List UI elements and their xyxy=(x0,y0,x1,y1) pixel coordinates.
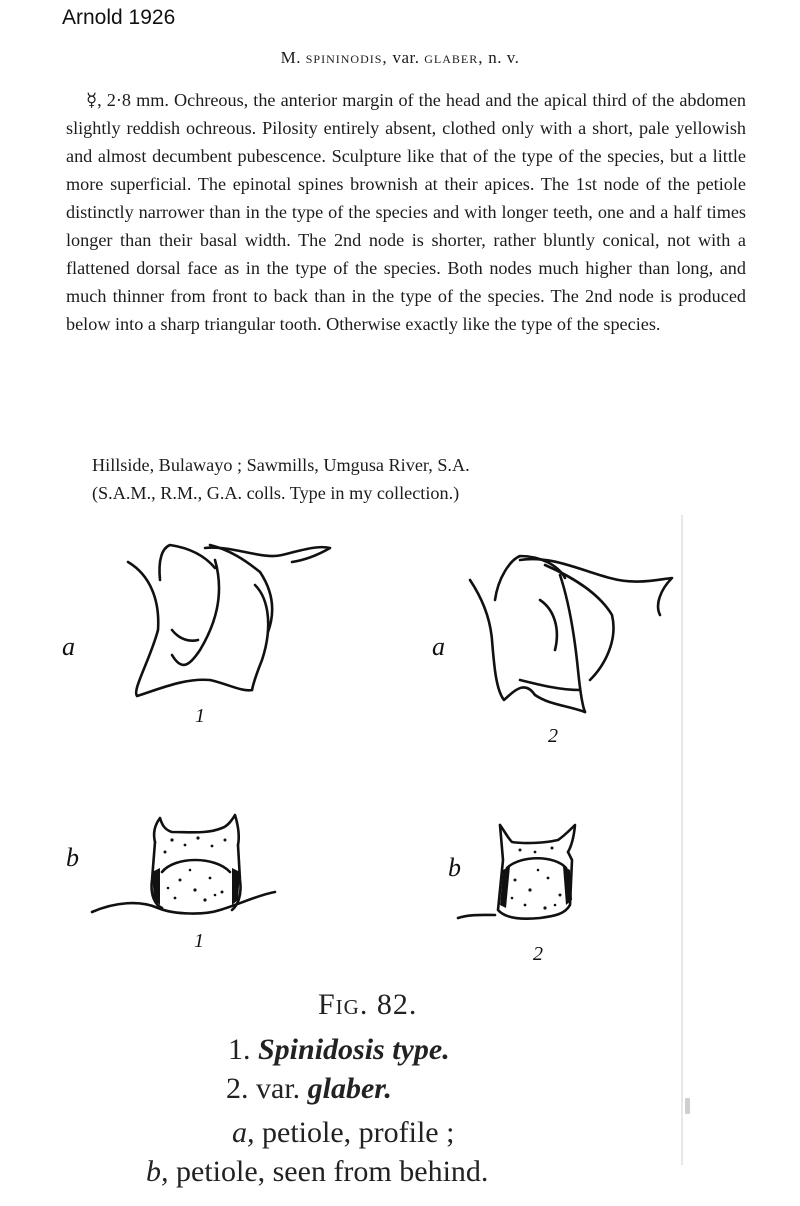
drawing-2b-behind xyxy=(458,825,575,919)
heading-suffix: n. v. xyxy=(488,48,520,67)
heading-variety: glaber, xyxy=(424,48,484,67)
caption-line3-letter: a, xyxy=(232,1116,255,1149)
caption-line-b xyxy=(146,1155,800,1189)
drawing-1a-profile xyxy=(128,545,330,696)
drawing-2b-stipple xyxy=(500,847,572,910)
caption-item-1 xyxy=(228,1033,800,1067)
heading-prefix: M. xyxy=(280,48,301,67)
fig-number-1a: 1 xyxy=(195,705,205,727)
localities-line: Hillside, Bulawayo ; Sawmills, Umgusa River, S.A. xyxy=(92,455,470,475)
caption-item1-num: 1. xyxy=(228,1033,251,1066)
fig-number-2a: 2 xyxy=(548,725,558,747)
caption-item-2 xyxy=(226,1072,800,1106)
fig-letter-a-left: a xyxy=(62,632,75,661)
caption-line4-letter: b, xyxy=(146,1155,169,1188)
caption-item1-text: Spinidosis type. xyxy=(258,1033,450,1066)
caption-fig-number: 82. xyxy=(376,988,418,1021)
fig-letter-b-right: b xyxy=(448,853,461,882)
fig-number-1b: 1 xyxy=(194,930,204,952)
figure-caption-title xyxy=(318,988,800,1022)
fig-number-2b: 2 xyxy=(533,943,543,965)
fig-letter-b-left: b xyxy=(66,843,79,872)
source-label: Arnold 1926 xyxy=(62,6,176,29)
caption-item2-prefix: var. xyxy=(256,1072,301,1105)
collections-line: (S.A.M., R.M., G.A. colls. Type in my collection.) xyxy=(92,483,460,503)
heading-species: spininodis, xyxy=(305,48,388,67)
caption-line-a xyxy=(232,1116,800,1150)
caption-item2-num: 2. xyxy=(226,1072,249,1105)
description-paragraph: ☿, 2·8 mm. Ochreous, the anterior margin of the head and the apical third of the abdomen slightly reddish ochreous. Pilosity entirely absent, clothed only with a short, pale yellowish and almost decumbent pubescence. Sculpture like that of the type of the species, but a little more superficial. The epinotal spines brownish at their apices. The 1st node of the petiole distinctly narrower than in the type of the species and with longer teeth, one and a half times longer than their basal width. The 2nd node is shorter, rather bluntly conical, not with a flattened dorsal face as in the type of the species. Both nodes much higher than long, and much thinner from front to back than in the type of the species. The 2nd node is produced below into a sharp triangular tooth. Otherwise exactly like the type of the species. xyxy=(66,90,746,334)
drawing-2a-profile xyxy=(470,556,672,712)
caption-fig-label: Fig. xyxy=(318,988,369,1021)
caption-line4-text: petiole, seen from behind. xyxy=(176,1155,489,1188)
caption-item2-text: glaber. xyxy=(307,1072,392,1105)
drawing-1b-behind xyxy=(92,815,275,914)
caption-line3-text: petiole, profile ; xyxy=(262,1116,455,1149)
fig-letter-a-right: a xyxy=(432,632,445,661)
heading-var: var. xyxy=(392,48,420,67)
